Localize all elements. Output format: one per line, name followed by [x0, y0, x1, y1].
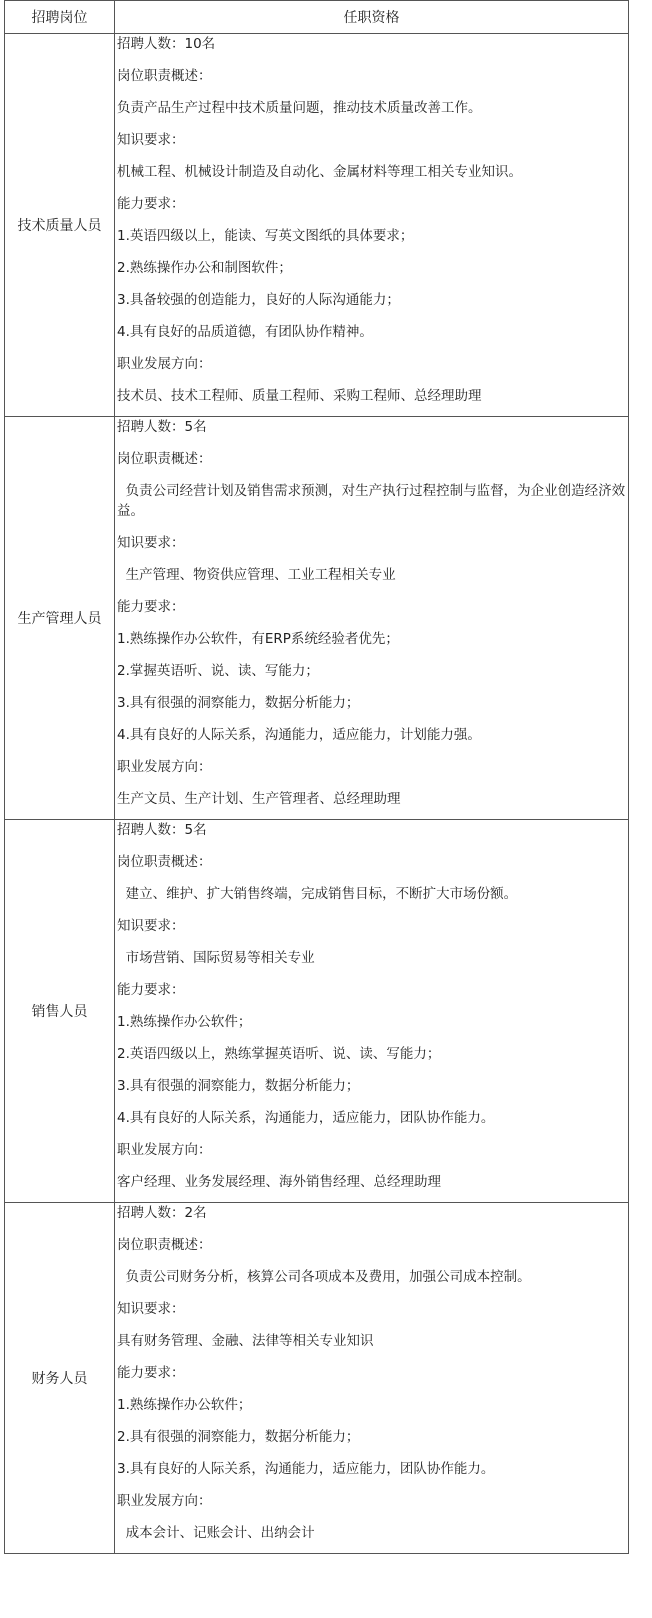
qualification-line: 职业发展方向： — [117, 356, 212, 372]
qualification-line: 职业发展方向： — [117, 1142, 212, 1158]
header-qualifications: 任职资格 — [115, 1, 629, 34]
qualification-cell — [115, 34, 629, 417]
qualification-line: 知识要求： — [117, 1301, 185, 1317]
qualification-line: 2.具有很强的洞察能力，数据分析能力； — [117, 1429, 360, 1445]
table-body — [5, 34, 629, 1554]
qualification-cell — [115, 820, 629, 1203]
qualification-line: 岗位职责概述： — [117, 68, 212, 84]
header-position: 招聘岗位 — [5, 1, 115, 34]
recruitment-table — [4, 0, 629, 1554]
qualification-line: 2.英语四级以上，熟练掌握英语听、说、读、写能力； — [117, 1046, 441, 1062]
table-row — [5, 820, 629, 1203]
recruitment-table-container — [4, 0, 628, 1612]
qualification-line: 3.具备较强的创造能力，良好的人际沟通能力； — [117, 292, 400, 308]
qualification-line: 4.具有良好的人际关系，沟通能力，适应能力，团队协作能力。 — [117, 1110, 495, 1126]
qualification-line: 4.具有良好的品质道德，有团队协作精神。 — [117, 324, 373, 340]
qualification-line: 岗位职责概述： — [117, 1237, 212, 1253]
qualification-line: 3.具有很强的洞察能力，数据分析能力； — [117, 1078, 360, 1094]
qualification-line: 能力要求： — [117, 196, 185, 212]
qualification-line: 3.具有良好的人际关系，沟通能力，适应能力，团队协作能力。 — [117, 1461, 495, 1477]
qualification-line: 招聘人数：10名 — [117, 36, 216, 52]
qualification-line: 岗位职责概述： — [117, 451, 212, 467]
qualification-line: 2.掌握英语听、说、读、写能力； — [117, 663, 319, 679]
qualification-line: 建立、维护、扩大销售终端，完成销售目标，不断扩大市场份额。 — [117, 886, 518, 902]
qualification-line: 招聘人数：5名 — [117, 419, 207, 435]
qualification-line: 知识要求： — [117, 918, 185, 934]
qualification-line: 负责公司财务分析，核算公司各项成本及费用，加强公司成本控制。 — [117, 1269, 531, 1285]
table-row — [5, 417, 629, 820]
qualification-line: 负责产品生产过程中技术质量问题，推动技术质量改善工作。 — [117, 100, 482, 116]
qualification-cell — [115, 1203, 629, 1554]
qualification-line: 1.英语四级以上，能读、写英文图纸的具体要求； — [117, 228, 414, 244]
qualification-line: 能力要求： — [117, 599, 185, 615]
qualification-line: 招聘人数：5名 — [117, 822, 207, 838]
qualification-line: 职业发展方向： — [117, 759, 212, 775]
qualification-line: 客户经理、业务发展经理、海外销售经理、总经理助理 — [117, 1174, 441, 1190]
qualification-line: 具有财务管理、金融、法律等相关专业知识 — [117, 1333, 374, 1349]
qualification-line: 能力要求： — [117, 1365, 185, 1381]
qualification-line: 市场营销、国际贸易等相关专业 — [117, 950, 315, 966]
qualification-line: 2.熟练操作办公和制图软件； — [117, 260, 292, 276]
qualification-line: 生产管理、物资供应管理、工业工程相关专业 — [117, 567, 396, 583]
position-title: 技术质量人员 — [5, 34, 115, 417]
qualification-line: 知识要求： — [117, 535, 185, 551]
qualification-line: 机械工程、机械设计制造及自动化、金属材料等理工相关专业知识。 — [117, 164, 522, 180]
table-header-row — [5, 1, 629, 34]
qualification-line: 成本会计、记账会计、出纳会计 — [117, 1525, 315, 1541]
position-title: 生产管理人员 — [5, 417, 115, 820]
qualification-line: 招聘人数：2名 — [117, 1205, 207, 1221]
position-title: 销售人员 — [5, 820, 115, 1203]
qualification-line: 4.具有良好的人际关系，沟通能力，适应能力，计划能力强。 — [117, 727, 481, 743]
qualification-line: 职业发展方向： — [117, 1493, 212, 1509]
qualification-line: 生产文员、生产计划、生产管理者、总经理助理 — [117, 791, 401, 807]
qualification-line: 3.具有很强的洞察能力，数据分析能力； — [117, 695, 360, 711]
qualification-line: 知识要求： — [117, 132, 185, 148]
qualification-line: 1.熟练操作办公软件，有ERP系统经验者优先； — [117, 631, 399, 647]
qualification-line: 负责公司经营计划及销售需求预测，对生产执行过程控制与监督，为企业创造经济效益。 — [117, 483, 626, 519]
table-row — [5, 1203, 629, 1554]
qualification-line: 能力要求： — [117, 982, 185, 998]
qualification-line: 1.熟练操作办公软件； — [117, 1014, 252, 1030]
qualification-line: 岗位职责概述： — [117, 854, 212, 870]
table-row — [5, 34, 629, 417]
qualification-line: 1.熟练操作办公软件； — [117, 1397, 252, 1413]
qualification-cell — [115, 417, 629, 820]
position-title: 财务人员 — [5, 1203, 115, 1554]
qualification-line: 技术员、技术工程师、质量工程师、采购工程师、总经理助理 — [117, 388, 482, 404]
